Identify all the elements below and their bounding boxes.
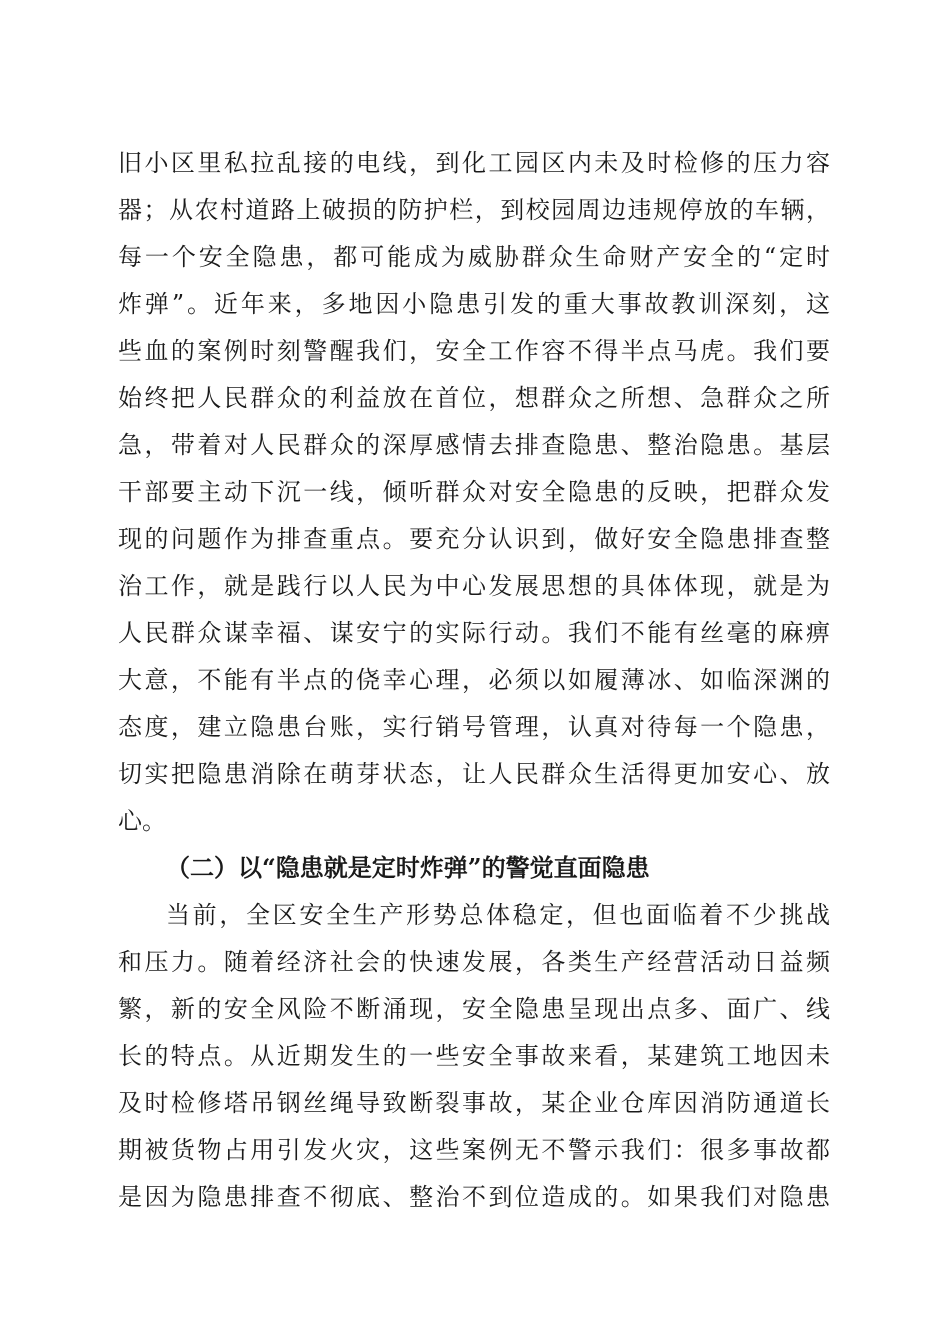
paragraph-2-line: 和压力。随着经济社会的快速发展，各类生产经营活动日益频 xyxy=(118,948,830,976)
paragraph-1-line: 大意，不能有半点的侥幸心理，必须以如履薄冰、如临深渊的 xyxy=(118,666,830,694)
paragraph-1-line: 急，带着对人民群众的深厚感情去排查隐患、整治隐患。基层 xyxy=(118,431,830,459)
paragraph-1-line: 心。 xyxy=(118,807,166,835)
paragraph-1-line: 治工作，就是践行以人民为中心发展思想的具体体现，就是为 xyxy=(118,572,830,600)
paragraph-1-line: 炸弹”。近年来，多地因小隐患引发的重大事故教训深刻，这 xyxy=(118,290,830,318)
paragraph-1-line: 人民群众谋幸福、谋安宁的实际行动。我们不能有丝毫的麻痹 xyxy=(118,619,830,647)
paragraph-2-line: 及时检修塔吊钢丝绳导致断裂事故，某企业仓库因消防通道长 xyxy=(118,1089,830,1117)
paragraph-2-line: 长的特点。从近期发生的一些安全事故来看，某建筑工地因未 xyxy=(118,1042,830,1070)
paragraph-1-line: 始终把人民群众的利益放在首位，想群众之所想、急群众之所 xyxy=(118,384,830,412)
paragraph-1-line: 每一个安全隐患，都可能成为威胁群众生命财产安全的“定时 xyxy=(118,243,830,271)
section-heading: （二）以“隐患就是定时炸弹”的警觉直面隐患 xyxy=(166,853,650,882)
paragraph-1-line: 器；从农村道路上破损的防护栏，到校园周边违规停放的车辆， xyxy=(118,196,830,224)
paragraph-2-line: 当前，全区安全生产形势总体稳定，但也面临着不少挑战 xyxy=(166,901,830,929)
paragraph-1-line: 干部要主动下沉一线，倾听群众对安全隐患的反映，把群众发 xyxy=(118,478,830,506)
paragraph-1-line: 态度，建立隐患台账，实行销号管理，认真对待每一个隐患， xyxy=(118,713,830,741)
paragraph-1-line: 现的问题作为排查重点。要充分认识到，做好安全隐患排查整 xyxy=(118,525,830,553)
paragraph-1-line: 切实把隐患消除在萌芽状态，让人民群众生活得更加安心、放 xyxy=(118,760,830,788)
paragraph-1-line: 旧小区里私拉乱接的电线，到化工园区内未及时检修的压力容 xyxy=(118,149,830,177)
paragraph-2-line: 期被货物占用引发火灾，这些案例无不警示我们：很多事故都 xyxy=(118,1136,830,1164)
paragraph-1-line: 些血的案例时刻警醒我们，安全工作容不得半点马虎。我们要 xyxy=(118,337,830,365)
paragraph-2-line: 繁，新的安全风险不断涌现，安全隐患呈现出点多、面广、线 xyxy=(118,995,830,1023)
paragraph-2-line: 是因为隐患排查不彻底、整治不到位造成的。如果我们对隐患 xyxy=(118,1183,830,1211)
